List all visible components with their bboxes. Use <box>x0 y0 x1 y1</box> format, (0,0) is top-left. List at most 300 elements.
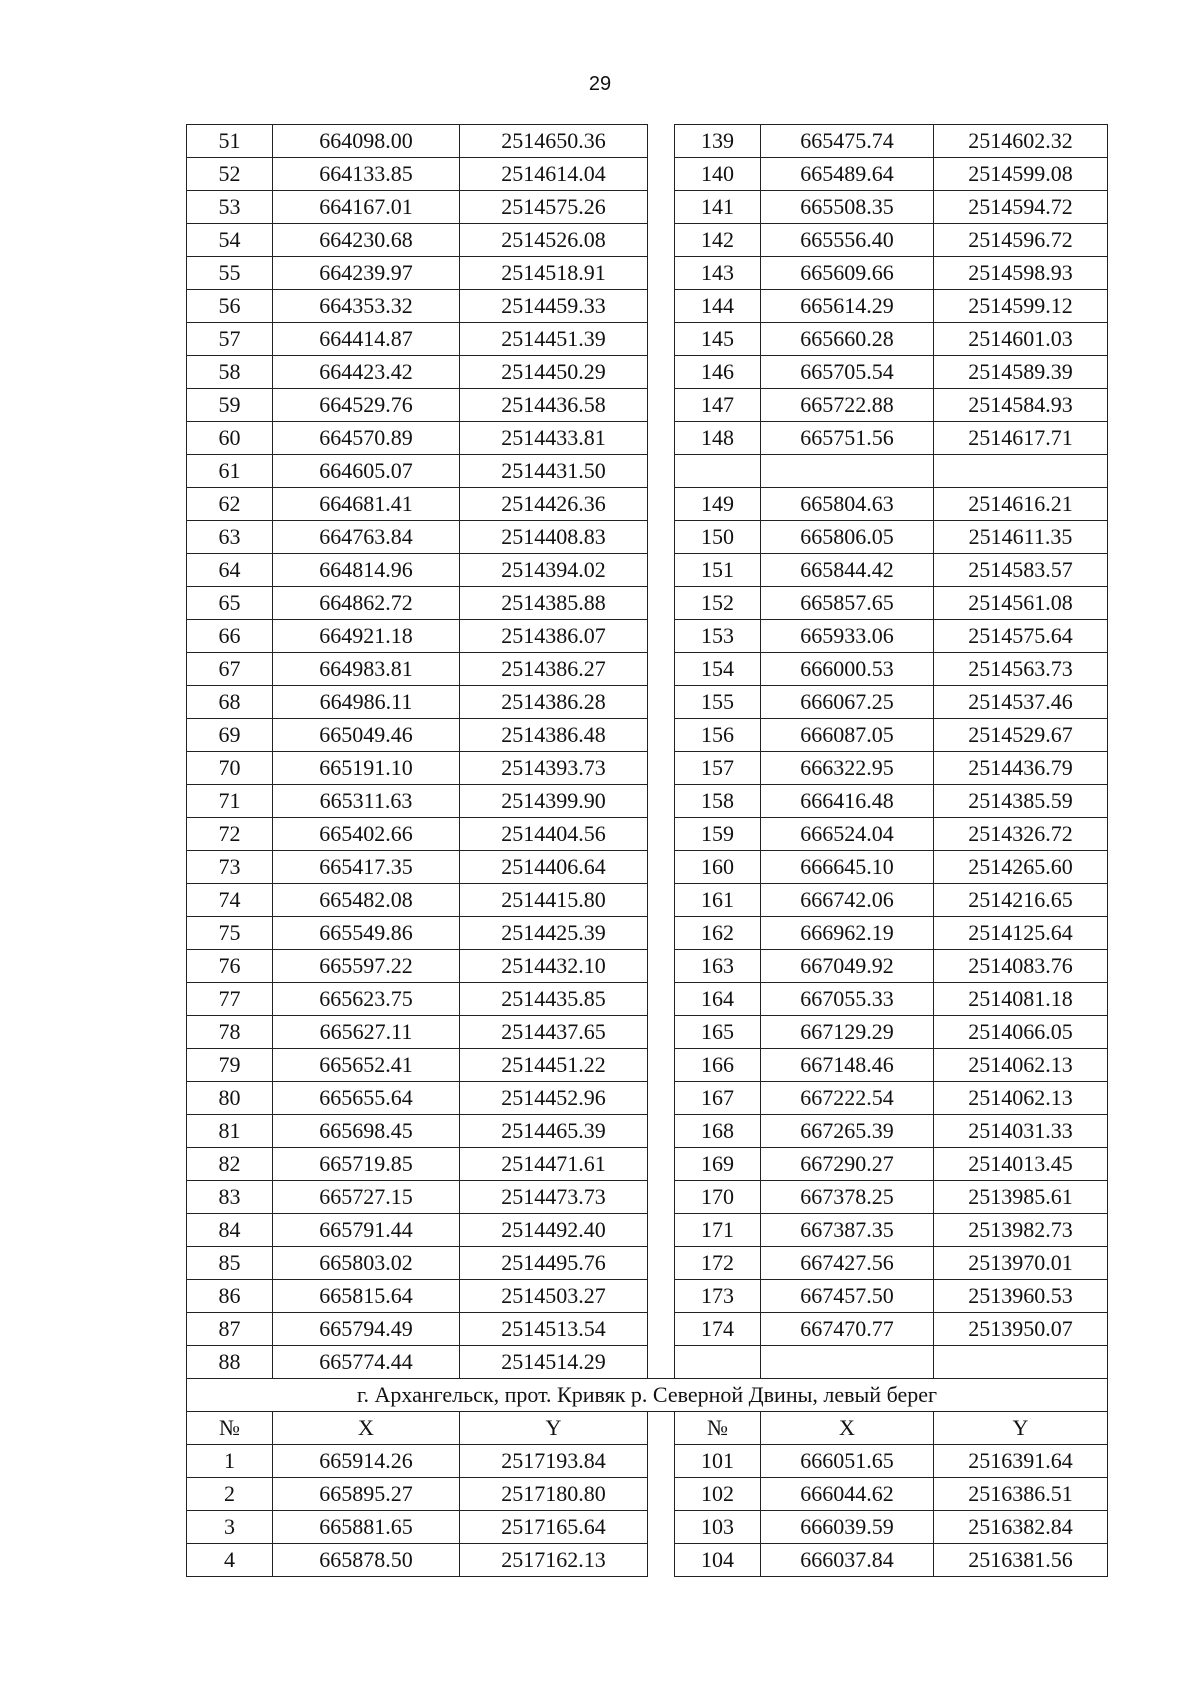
coord-x-cell: 666742.06 <box>761 884 934 917</box>
coord-y-cell: 2514617.71 <box>934 422 1108 455</box>
coord-x-cell: 664133.85 <box>273 158 460 191</box>
coord-x-cell: 666087.05 <box>761 719 934 752</box>
coord-x-cell: 665652.41 <box>273 1049 460 1082</box>
table-row <box>187 554 1108 587</box>
table-row <box>187 1280 1108 1313</box>
column-gap <box>648 1412 675 1445</box>
column-gap <box>648 1115 675 1148</box>
column-gap <box>648 455 675 488</box>
point-number-cell: 171 <box>675 1214 761 1247</box>
point-number-cell: 164 <box>675 983 761 1016</box>
coord-y-cell: 2514386.27 <box>460 653 648 686</box>
column-gap <box>648 1214 675 1247</box>
coord-y-cell: 2514385.88 <box>460 587 648 620</box>
column-gap <box>648 1082 675 1115</box>
coord-y-cell: 2514575.26 <box>460 191 648 224</box>
point-number-cell: 77 <box>187 983 273 1016</box>
point-number-cell: 167 <box>675 1082 761 1115</box>
coord-x-cell: 665803.02 <box>273 1247 460 1280</box>
coord-x-cell: 664529.76 <box>273 389 460 422</box>
point-number-cell: 85 <box>187 1247 273 1280</box>
coord-x-cell <box>761 1346 934 1379</box>
coord-y-cell: 2514492.40 <box>460 1214 648 1247</box>
coord-y-cell: 2514435.85 <box>460 983 648 1016</box>
point-number-cell: 161 <box>675 884 761 917</box>
point-number-cell: 3 <box>187 1511 273 1544</box>
table-row <box>187 356 1108 389</box>
point-number-cell: 52 <box>187 158 273 191</box>
point-number-cell: 157 <box>675 752 761 785</box>
coord-y-cell: 2514326.72 <box>934 818 1108 851</box>
point-number-cell: 71 <box>187 785 273 818</box>
coord-y-cell: 2514031.33 <box>934 1115 1108 1148</box>
coord-x-cell: 664414.87 <box>273 323 460 356</box>
coord-y-cell: 2514584.93 <box>934 389 1108 422</box>
table-row <box>187 290 1108 323</box>
coord-y-cell: 2514436.79 <box>934 752 1108 785</box>
point-number-cell: 61 <box>187 455 273 488</box>
coord-x-cell: 664763.84 <box>273 521 460 554</box>
coord-x-cell: 666645.10 <box>761 851 934 884</box>
column-gap <box>648 554 675 587</box>
table-row <box>187 917 1108 950</box>
column-gap <box>648 1247 675 1280</box>
section-title: г. Архангельск, прот. Кривяк р. Северной Двины, левый берег <box>187 1379 1108 1412</box>
coord-y-cell: 2514013.45 <box>934 1148 1108 1181</box>
coord-y-cell: 2513985.61 <box>934 1181 1108 1214</box>
coord-y-cell: 2513970.01 <box>934 1247 1108 1280</box>
table-row <box>187 1478 1108 1511</box>
point-number-cell: 147 <box>675 389 761 422</box>
point-number-cell: 158 <box>675 785 761 818</box>
point-number-cell: 53 <box>187 191 273 224</box>
coord-x-cell: 664605.07 <box>273 455 460 488</box>
point-number-cell: 66 <box>187 620 273 653</box>
column-gap <box>648 1016 675 1049</box>
column-gap <box>648 356 675 389</box>
point-number-cell: 166 <box>675 1049 761 1082</box>
point-number-cell: 56 <box>187 290 273 323</box>
coord-y-cell: 2514386.07 <box>460 620 648 653</box>
point-number-cell: 75 <box>187 917 273 950</box>
coord-x-cell: 664681.41 <box>273 488 460 521</box>
coord-x-cell: 664230.68 <box>273 224 460 257</box>
coord-x-cell: 664862.72 <box>273 587 460 620</box>
coord-y-cell: 2514450.29 <box>460 356 648 389</box>
coord-y-cell: 2516386.51 <box>934 1478 1108 1511</box>
coord-x-cell: 666037.84 <box>761 1544 934 1577</box>
coord-x-cell: 667378.25 <box>761 1181 934 1214</box>
point-number-cell: 54 <box>187 224 273 257</box>
table-row <box>187 257 1108 290</box>
coord-x-cell: 665698.45 <box>273 1115 460 1148</box>
point-number-cell: 51 <box>187 125 273 158</box>
point-number-cell: 65 <box>187 587 273 620</box>
column-gap <box>648 1346 675 1379</box>
coordinates-table <box>186 124 1108 1577</box>
point-number-cell: 174 <box>675 1313 761 1346</box>
column-gap <box>648 686 675 719</box>
table-row <box>187 587 1108 620</box>
coord-y-cell: 2514589.39 <box>934 356 1108 389</box>
coord-y-cell: 2514614.04 <box>460 158 648 191</box>
column-gap <box>648 950 675 983</box>
point-number-cell: 102 <box>675 1478 761 1511</box>
coord-x-cell: 665609.66 <box>761 257 934 290</box>
table-row <box>187 224 1108 257</box>
coord-y-cell: 2514436.58 <box>460 389 648 422</box>
table-row <box>187 1082 1108 1115</box>
point-number-cell: 76 <box>187 950 273 983</box>
column-gap <box>648 917 675 950</box>
coord-y-cell: 2514459.33 <box>460 290 648 323</box>
coord-x-cell: 666962.19 <box>761 917 934 950</box>
coord-y-cell: 2514471.61 <box>460 1148 648 1181</box>
header-x-left: X <box>273 1412 460 1445</box>
coord-y-cell: 2514473.73 <box>460 1181 648 1214</box>
coord-y-cell: 2514415.80 <box>460 884 648 917</box>
column-gap <box>648 1049 675 1082</box>
coord-y-cell: 2514503.27 <box>460 1280 648 1313</box>
coord-y-cell: 2513982.73 <box>934 1214 1108 1247</box>
coord-x-cell: 665489.64 <box>761 158 934 191</box>
point-number-cell: 140 <box>675 158 761 191</box>
table-row <box>187 752 1108 785</box>
coord-y-cell: 2514526.08 <box>460 224 648 257</box>
coord-y-cell: 2514432.10 <box>460 950 648 983</box>
coord-x-cell: 665844.42 <box>761 554 934 587</box>
point-number-cell: 153 <box>675 620 761 653</box>
column-gap <box>648 1148 675 1181</box>
table-row <box>187 488 1108 521</box>
coord-x-cell: 665881.65 <box>273 1511 460 1544</box>
coord-y-cell: 2517193.84 <box>460 1445 648 1478</box>
coord-y-cell: 2516391.64 <box>934 1445 1108 1478</box>
coord-x-cell: 664239.97 <box>273 257 460 290</box>
column-gap <box>648 290 675 323</box>
table-row <box>187 158 1108 191</box>
table-row <box>187 620 1108 653</box>
point-number-cell: 170 <box>675 1181 761 1214</box>
table-row <box>187 884 1108 917</box>
table-row <box>187 1016 1108 1049</box>
point-number-cell: 1 <box>187 1445 273 1478</box>
column-gap <box>648 719 675 752</box>
lower-table-body <box>187 1445 1108 1577</box>
coord-x-cell: 665049.46 <box>273 719 460 752</box>
coord-x-cell: 664353.32 <box>273 290 460 323</box>
column-gap <box>648 752 675 785</box>
column-gap <box>648 521 675 554</box>
point-number-cell: 146 <box>675 356 761 389</box>
coord-y-cell: 2514433.81 <box>460 422 648 455</box>
column-gap <box>648 1511 675 1544</box>
point-number-cell: 64 <box>187 554 273 587</box>
column-gap <box>648 983 675 1016</box>
point-number-cell: 4 <box>187 1544 273 1577</box>
point-number-cell: 63 <box>187 521 273 554</box>
column-gap <box>648 125 675 158</box>
point-number-cell: 149 <box>675 488 761 521</box>
coord-x-cell: 665549.86 <box>273 917 460 950</box>
table-row <box>187 1181 1108 1214</box>
point-number-cell: 70 <box>187 752 273 785</box>
coord-x-cell: 664570.89 <box>273 422 460 455</box>
coord-x-cell: 665804.63 <box>761 488 934 521</box>
coord-x-cell: 665806.05 <box>761 521 934 554</box>
coord-y-cell: 2514386.28 <box>460 686 648 719</box>
coord-x-cell: 666322.95 <box>761 752 934 785</box>
coord-x-cell: 665311.63 <box>273 785 460 818</box>
coord-y-cell: 2514529.67 <box>934 719 1108 752</box>
coord-y-cell: 2514066.05 <box>934 1016 1108 1049</box>
coord-x-cell: 666051.65 <box>761 1445 934 1478</box>
table-row <box>187 950 1108 983</box>
table-row <box>187 1148 1108 1181</box>
table-row <box>187 1445 1108 1478</box>
coord-y-cell: 2514437.65 <box>460 1016 648 1049</box>
coord-x-cell: 667470.77 <box>761 1313 934 1346</box>
point-number-cell: 58 <box>187 356 273 389</box>
coord-x-cell: 665475.74 <box>761 125 934 158</box>
coord-y-cell: 2514583.57 <box>934 554 1108 587</box>
coord-x-cell: 665751.56 <box>761 422 934 455</box>
table-row <box>187 125 1108 158</box>
coord-y-cell: 2514425.39 <box>460 917 648 950</box>
table-row <box>187 1115 1108 1148</box>
coord-x-cell: 664098.00 <box>273 125 460 158</box>
point-number-cell: 68 <box>187 686 273 719</box>
coord-y-cell: 2514594.72 <box>934 191 1108 224</box>
coord-x-cell: 665791.44 <box>273 1214 460 1247</box>
table-row <box>187 653 1108 686</box>
point-number-cell: 141 <box>675 191 761 224</box>
coord-y-cell: 2514495.76 <box>460 1247 648 1280</box>
coord-x-cell: 665597.22 <box>273 950 460 983</box>
point-number-cell: 160 <box>675 851 761 884</box>
column-gap <box>648 1544 675 1577</box>
point-number-cell: 172 <box>675 1247 761 1280</box>
header-number-right: № <box>675 1412 761 1445</box>
coord-y-cell: 2514081.18 <box>934 983 1108 1016</box>
coord-x-cell: 665482.08 <box>273 884 460 917</box>
point-number-cell <box>675 455 761 488</box>
table-row <box>187 1313 1108 1346</box>
coord-y-cell: 2514575.64 <box>934 620 1108 653</box>
table-row <box>187 851 1108 884</box>
coord-y-cell: 2514404.56 <box>460 818 648 851</box>
column-gap <box>648 587 675 620</box>
point-number-cell: 88 <box>187 1346 273 1379</box>
coord-x-cell: 665660.28 <box>761 323 934 356</box>
header-y-left: Y <box>460 1412 648 1445</box>
point-number-cell: 79 <box>187 1049 273 1082</box>
coord-x-cell: 664814.96 <box>273 554 460 587</box>
coord-y-cell: 2517162.13 <box>460 1544 648 1577</box>
coord-x-cell: 665774.44 <box>273 1346 460 1379</box>
coord-y-cell: 2514399.90 <box>460 785 648 818</box>
coord-x-cell: 665191.10 <box>273 752 460 785</box>
upper-table-body <box>187 125 1108 1379</box>
coord-x-cell <box>761 455 934 488</box>
coord-y-cell: 2514513.54 <box>460 1313 648 1346</box>
table-row <box>187 455 1108 488</box>
table-row <box>187 818 1108 851</box>
coord-x-cell: 664167.01 <box>273 191 460 224</box>
point-number-cell: 159 <box>675 818 761 851</box>
point-number-cell: 173 <box>675 1280 761 1313</box>
coord-x-cell: 665623.75 <box>273 983 460 1016</box>
point-number-cell: 163 <box>675 950 761 983</box>
column-gap <box>648 785 675 818</box>
coord-y-cell: 2514408.83 <box>460 521 648 554</box>
point-number-cell: 55 <box>187 257 273 290</box>
coord-y-cell: 2514406.64 <box>460 851 648 884</box>
coord-x-cell: 665722.88 <box>761 389 934 422</box>
coord-x-cell: 667265.39 <box>761 1115 934 1148</box>
coord-y-cell: 2514385.59 <box>934 785 1108 818</box>
section-header <box>187 1379 1108 1445</box>
coord-y-cell: 2514561.08 <box>934 587 1108 620</box>
coord-y-cell: 2514062.13 <box>934 1049 1108 1082</box>
coord-y-cell: 2514465.39 <box>460 1115 648 1148</box>
coord-y-cell: 2514216.65 <box>934 884 1108 917</box>
coord-y-cell: 2514650.36 <box>460 125 648 158</box>
coord-y-cell: 2514601.03 <box>934 323 1108 356</box>
coord-x-cell: 665556.40 <box>761 224 934 257</box>
coord-y-cell: 2514518.91 <box>460 257 648 290</box>
point-number-cell: 168 <box>675 1115 761 1148</box>
coord-y-cell: 2517180.80 <box>460 1478 648 1511</box>
column-gap <box>648 224 675 257</box>
point-number-cell: 103 <box>675 1511 761 1544</box>
point-number-cell: 169 <box>675 1148 761 1181</box>
coord-y-cell: 2517165.64 <box>460 1511 648 1544</box>
point-number-cell: 2 <box>187 1478 273 1511</box>
coord-y-cell: 2514599.12 <box>934 290 1108 323</box>
coord-y-cell: 2513950.07 <box>934 1313 1108 1346</box>
point-number-cell: 80 <box>187 1082 273 1115</box>
coord-x-cell: 667427.56 <box>761 1247 934 1280</box>
coord-x-cell: 667457.50 <box>761 1280 934 1313</box>
table-row <box>187 1544 1108 1577</box>
coord-y-cell: 2514451.39 <box>460 323 648 356</box>
point-number-cell: 83 <box>187 1181 273 1214</box>
coord-x-cell: 665878.50 <box>273 1544 460 1577</box>
point-number-cell: 81 <box>187 1115 273 1148</box>
table-row <box>187 719 1108 752</box>
point-number-cell: 165 <box>675 1016 761 1049</box>
coord-y-cell <box>934 455 1108 488</box>
point-number-cell: 101 <box>675 1445 761 1478</box>
coord-y-cell: 2516382.84 <box>934 1511 1108 1544</box>
point-number-cell: 73 <box>187 851 273 884</box>
column-gap <box>648 191 675 224</box>
coord-x-cell: 665705.54 <box>761 356 934 389</box>
column-gap <box>648 1478 675 1511</box>
header-x-right: X <box>761 1412 934 1445</box>
column-gap <box>648 1280 675 1313</box>
table-row <box>187 389 1108 422</box>
point-number-cell: 156 <box>675 719 761 752</box>
header-number-left: № <box>187 1412 273 1445</box>
table-row <box>187 785 1108 818</box>
coord-y-cell: 2514514.29 <box>460 1346 648 1379</box>
coord-y-cell: 2514062.13 <box>934 1082 1108 1115</box>
point-number-cell: 143 <box>675 257 761 290</box>
table-row <box>187 1214 1108 1247</box>
point-number-cell: 82 <box>187 1148 273 1181</box>
table-row <box>187 1049 1108 1082</box>
coord-x-cell: 667222.54 <box>761 1082 934 1115</box>
coord-x-cell: 665614.29 <box>761 290 934 323</box>
point-number-cell: 62 <box>187 488 273 521</box>
coord-x-cell: 665914.26 <box>273 1445 460 1478</box>
table-row <box>187 323 1108 356</box>
point-number-cell: 84 <box>187 1214 273 1247</box>
coord-x-cell: 665895.27 <box>273 1478 460 1511</box>
column-gap <box>648 884 675 917</box>
point-number-cell: 59 <box>187 389 273 422</box>
coord-y-cell: 2514611.35 <box>934 521 1108 554</box>
coord-x-cell: 665794.49 <box>273 1313 460 1346</box>
coord-x-cell: 665815.64 <box>273 1280 460 1313</box>
coord-x-cell: 665627.11 <box>273 1016 460 1049</box>
coord-x-cell: 667387.35 <box>761 1214 934 1247</box>
point-number-cell: 150 <box>675 521 761 554</box>
coord-y-cell: 2516381.56 <box>934 1544 1108 1577</box>
coord-x-cell: 665727.15 <box>273 1181 460 1214</box>
point-number-cell: 145 <box>675 323 761 356</box>
coord-x-cell: 667129.29 <box>761 1016 934 1049</box>
coord-y-cell: 2514125.64 <box>934 917 1108 950</box>
column-gap <box>648 620 675 653</box>
column-gap <box>648 851 675 884</box>
point-number-cell: 139 <box>675 125 761 158</box>
point-number-cell <box>675 1346 761 1379</box>
point-number-cell: 155 <box>675 686 761 719</box>
point-number-cell: 148 <box>675 422 761 455</box>
coord-x-cell: 665402.66 <box>273 818 460 851</box>
table-row <box>187 1346 1108 1379</box>
section-title-row <box>187 1379 1108 1412</box>
table-row <box>187 686 1108 719</box>
coord-y-cell: 2514393.73 <box>460 752 648 785</box>
point-number-cell: 152 <box>675 587 761 620</box>
coord-x-cell: 666044.62 <box>761 1478 934 1511</box>
table-row <box>187 1247 1108 1280</box>
column-gap <box>648 653 675 686</box>
coord-y-cell: 2514563.73 <box>934 653 1108 686</box>
point-number-cell: 86 <box>187 1280 273 1313</box>
coord-x-cell: 667055.33 <box>761 983 934 1016</box>
coord-x-cell: 666524.04 <box>761 818 934 851</box>
coord-y-cell: 2514451.22 <box>460 1049 648 1082</box>
point-number-cell: 162 <box>675 917 761 950</box>
column-gap <box>648 422 675 455</box>
coord-x-cell: 665719.85 <box>273 1148 460 1181</box>
point-number-cell: 78 <box>187 1016 273 1049</box>
coord-y-cell: 2514602.32 <box>934 125 1108 158</box>
coord-y-cell: 2514598.93 <box>934 257 1108 290</box>
coord-y-cell: 2514083.76 <box>934 950 1108 983</box>
table-row <box>187 422 1108 455</box>
coord-y-cell: 2513960.53 <box>934 1280 1108 1313</box>
coord-x-cell: 666067.25 <box>761 686 934 719</box>
coord-x-cell: 664921.18 <box>273 620 460 653</box>
point-number-cell: 151 <box>675 554 761 587</box>
point-number-cell: 87 <box>187 1313 273 1346</box>
